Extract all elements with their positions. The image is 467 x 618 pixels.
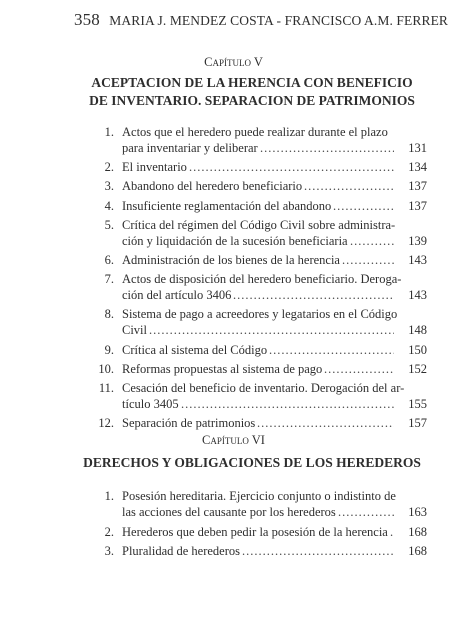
toc-entry-number: 1. bbox=[104, 125, 114, 139]
leader-dots bbox=[189, 159, 394, 175]
chapter-vi-label: Capítulo VI bbox=[202, 433, 265, 447]
toc-page-number: 143 bbox=[408, 288, 427, 303]
toc-entry-title: Posesión hereditaria. Ejercicio conjunto o indistinto de bbox=[122, 489, 396, 503]
toc-entry-number: 4. bbox=[104, 198, 114, 213]
chapter-vi-title-line1: DERECHOS Y OBLIGACIONES DE LOS HEREDEROS bbox=[83, 455, 421, 470]
toc-page-number: 134 bbox=[408, 160, 427, 175]
leader-dots bbox=[350, 233, 394, 249]
toc-entry-title: El inventario bbox=[122, 160, 187, 175]
leader-dots bbox=[149, 322, 394, 338]
toc-entry-number: 10. bbox=[98, 361, 114, 376]
leader-dots bbox=[242, 543, 394, 559]
toc-entry-number: 8. bbox=[104, 307, 114, 322]
toc-page-number: 157 bbox=[408, 416, 427, 431]
toc-entry-number: 11. bbox=[98, 381, 114, 395]
toc-entry-title: Separación de patrimonios bbox=[122, 416, 256, 431]
chapter-vi-title bbox=[82, 454, 422, 472]
leader-dots bbox=[333, 198, 394, 214]
toc-entry-title-continued: Civil bbox=[122, 323, 148, 338]
toc-entry-title: Crítica al sistema del Código bbox=[122, 342, 268, 357]
leader-dots bbox=[390, 524, 394, 540]
toc-entry-number: 2. bbox=[104, 160, 114, 175]
chapter-v-title-line2: DE INVENTARIO. SEPARACION DE PATRIMONIOS bbox=[89, 93, 415, 108]
toc-entry-number: 12. bbox=[98, 416, 114, 431]
toc-page-number: 150 bbox=[408, 342, 427, 357]
toc-entry-title: Sistema de pago a acreedores y legatarios en el Código bbox=[122, 307, 398, 322]
toc-entry-title: Abandono del heredero beneficiario bbox=[122, 179, 303, 194]
toc-page-number: 143 bbox=[408, 253, 427, 267]
leader-dots bbox=[269, 342, 394, 358]
running-head bbox=[74, 10, 448, 30]
toc-page-number: 137 bbox=[408, 198, 427, 213]
leader-dots bbox=[257, 415, 394, 431]
leader-dots bbox=[260, 140, 394, 156]
toc-entry-title: Crítica del régimen del Código Civil sobre administra- bbox=[122, 217, 396, 232]
toc-entry-title: Actos de disposición del heredero beneficiario. Deroga- bbox=[122, 272, 402, 287]
toc-entry-title: Pluralidad de herederos bbox=[122, 544, 241, 558]
toc-entry-title: Cesación del beneficio de inventario. Derogación del ar- bbox=[122, 381, 405, 395]
toc-entry-title: Administración de los bienes de la herencia bbox=[122, 253, 340, 267]
toc-page-number: 168 bbox=[408, 524, 427, 539]
toc-entry-title: Herederos que deben pedir la posesión de la herencia bbox=[122, 524, 388, 539]
toc-page-number: 168 bbox=[408, 544, 427, 558]
toc-entry-title-continued: ción del artículo 3406 bbox=[122, 288, 232, 303]
toc-page-number: 155 bbox=[408, 397, 427, 411]
toc-page-number: 148 bbox=[408, 323, 427, 338]
toc-entry-number: 9. bbox=[104, 342, 114, 357]
toc-entry-number: 3. bbox=[104, 179, 114, 194]
toc-entry-number: 5. bbox=[104, 217, 114, 232]
chapter-v-title bbox=[82, 74, 422, 110]
toc-page-number: 131 bbox=[408, 141, 427, 155]
toc-entry-title-continued: para inventariar y deliberar bbox=[122, 141, 258, 155]
leader-dots bbox=[324, 361, 394, 377]
toc-entry-number: 3. bbox=[104, 544, 114, 558]
toc-entry-title-continued: tículo 3405 bbox=[122, 397, 179, 411]
toc-entry-number: 7. bbox=[104, 272, 114, 287]
page-number: 358 bbox=[74, 10, 100, 29]
leader-dots bbox=[342, 252, 394, 268]
toc-entry-title: Reformas propuestas al sistema de pago bbox=[122, 361, 323, 376]
leader-dots bbox=[304, 178, 394, 194]
authors-heading: MARIA J. MENDEZ COSTA - FRANCISCO A.M. FERRER bbox=[109, 13, 449, 28]
toc-entry-title: Actos que el heredero puede realizar durante el plazo bbox=[122, 125, 388, 139]
toc-page-number: 152 bbox=[408, 361, 427, 376]
toc-entry-number: 6. bbox=[104, 253, 114, 267]
toc-page-number: 163 bbox=[408, 505, 427, 519]
toc-entry-title: Insuficiente reglamentación del abandono bbox=[122, 198, 332, 213]
toc-page-number: 137 bbox=[408, 179, 427, 194]
toc-entry-number: 2. bbox=[104, 524, 114, 539]
toc-entry-title-continued: las acciones del causante por los herederos bbox=[122, 505, 336, 519]
toc-entry-number: 1. bbox=[104, 489, 114, 503]
chapter-v-title-line1: ACEPTACION DE LA HERENCIA CON BENEFICIO bbox=[91, 75, 413, 90]
leader-dots bbox=[181, 396, 394, 412]
chapter-v-label: Capítulo V bbox=[204, 55, 263, 69]
leader-dots bbox=[338, 504, 394, 520]
leader-dots bbox=[233, 287, 394, 303]
toc-page-number: 139 bbox=[408, 233, 427, 248]
toc-entry-title-continued: ción y liquidación de la sucesión beneficiaria bbox=[122, 233, 348, 248]
